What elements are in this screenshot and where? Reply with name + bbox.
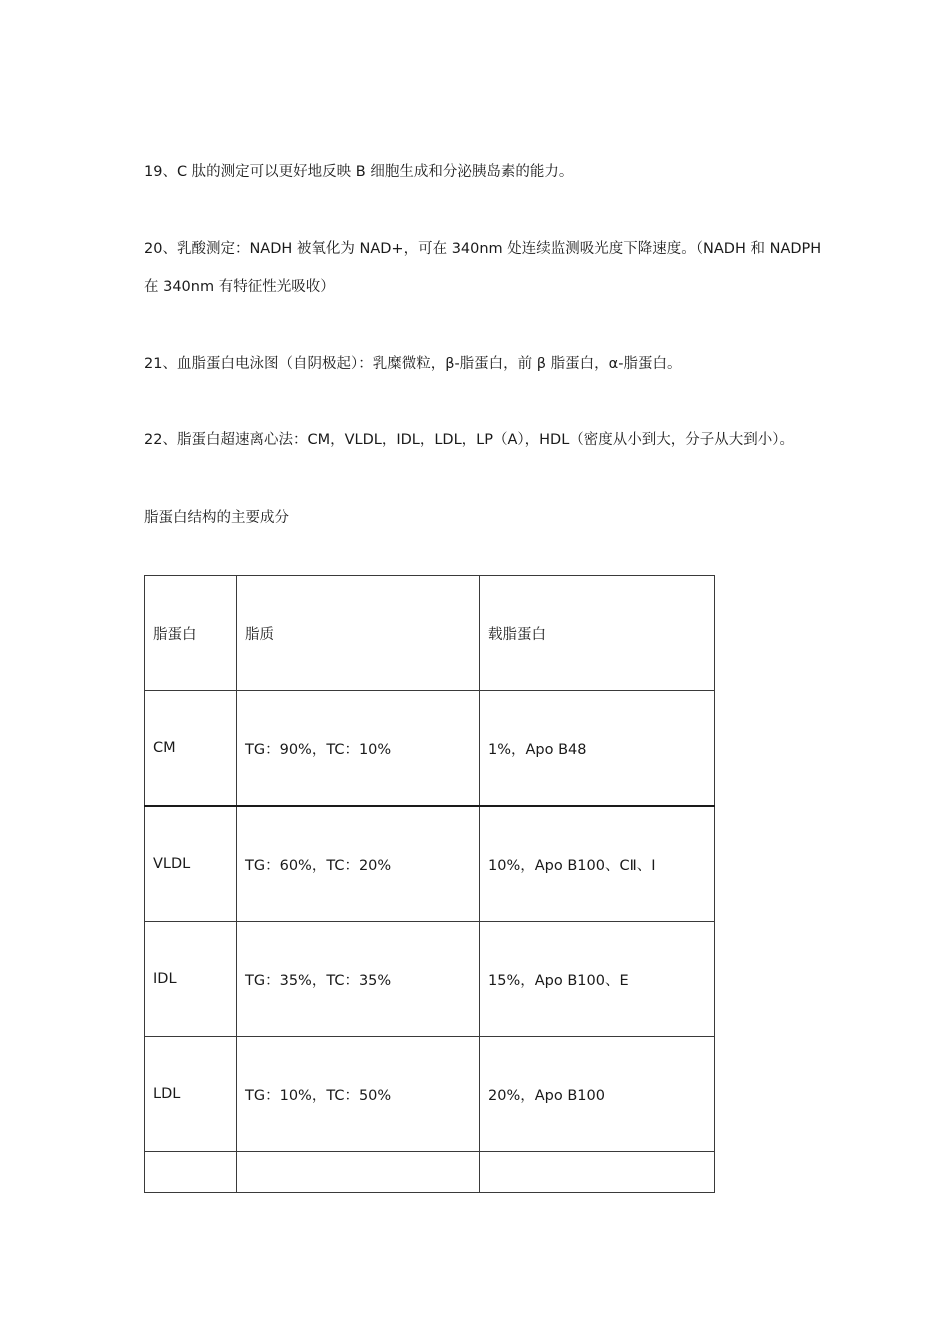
- table-cell: IDL: [145, 922, 237, 1037]
- table-row: [145, 806, 715, 922]
- table-cell: TG：60%，TC：20%: [237, 806, 480, 922]
- table-header-row: [145, 576, 715, 691]
- table-caption: 脂蛋白结构的主要成分: [144, 510, 289, 526]
- paragraph-21: 21、血脂蛋白电泳图（自阴极起）：乳糜微粒，β-脂蛋白，前 β 脂蛋白，α-脂蛋白。: [144, 356, 682, 372]
- table-cell: [480, 1152, 715, 1193]
- paragraph-20-line-1: 20、乳酸测定：NADH 被氧化为 NAD+，可在 340nm 处连续监测吸光度下降速度。（NADH 和 NADPH: [144, 241, 822, 257]
- table-row: [145, 1037, 715, 1152]
- table-row: [145, 922, 715, 1037]
- table-cell: 1%，Apo B48: [480, 691, 715, 807]
- paragraph-22: 22、脂蛋白超速离心法：CM，VLDL，IDL，LDL，LP（A），HDL（密度从小到大，分子从大到小）。: [144, 432, 795, 448]
- table-cell: CM: [145, 691, 237, 807]
- table-cell: VLDL: [145, 806, 237, 922]
- table-cell: 10%，Apo B100、CⅡ、Ⅰ: [480, 806, 715, 922]
- table-cell: 15%，Apo B100、E: [480, 922, 715, 1037]
- lipoprotein-table: [144, 575, 715, 1193]
- table-cell: LDL: [145, 1037, 237, 1152]
- table-cell: [145, 1152, 237, 1193]
- table-cell: TG：10%，TC：50%: [237, 1037, 480, 1152]
- table-row: [145, 691, 715, 807]
- table-cell: [237, 1152, 480, 1193]
- table-cell: TG：35%，TC：35%: [237, 922, 480, 1037]
- header-cell-apolipoprotein: 载脂蛋白: [480, 576, 715, 691]
- header-cell-lipoprotein: 脂蛋白: [145, 576, 237, 691]
- paragraph-20-line-2: 在 340nm 有特征性光吸收）: [144, 279, 335, 295]
- header-cell-lipid: 脂质: [237, 576, 480, 691]
- paragraph-19: 19、C 肽的测定可以更好地反映 B 细胞生成和分泌胰岛素的能力。: [144, 164, 574, 180]
- table-cell: TG：90%，TC：10%: [237, 691, 480, 807]
- table-row: [145, 1152, 715, 1193]
- table-cell: 20%，Apo B100: [480, 1037, 715, 1152]
